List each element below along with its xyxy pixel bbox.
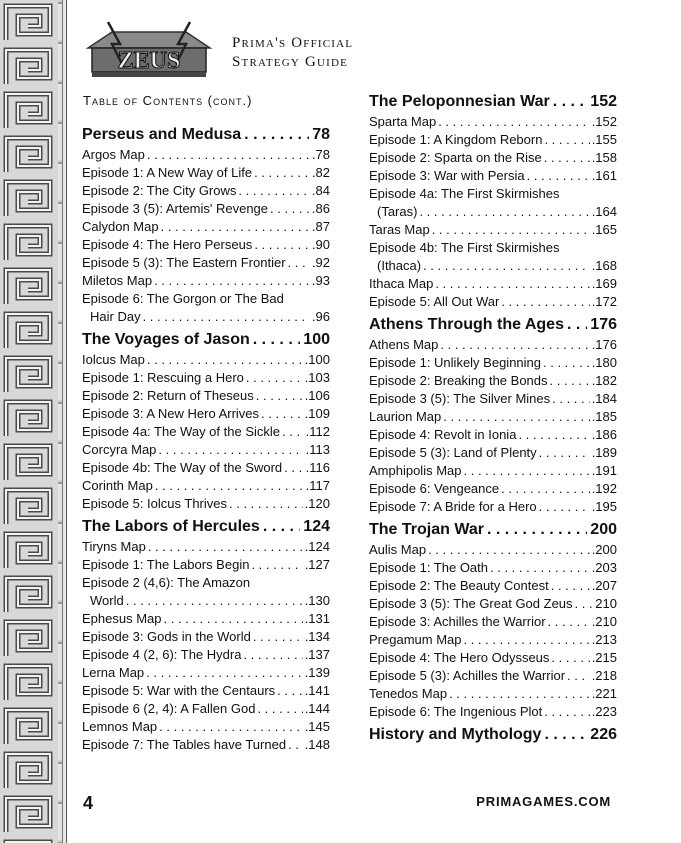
toc-entry [369, 408, 617, 426]
entry-page: .145 [304, 719, 330, 734]
section-title: The Voyages of Jason [82, 331, 250, 348]
toc-entry [369, 631, 617, 649]
toc-entry [369, 113, 617, 131]
entry-title: Pregamum Map [369, 632, 462, 647]
toc-entry [82, 477, 330, 495]
entry-title: Episode 2: Return of Theseus [82, 388, 254, 403]
entry-page: 210 [595, 596, 617, 611]
entry-page: .131 [304, 611, 330, 626]
entry-title: Episode 3 (5): The Silver Mines [369, 391, 551, 406]
greek-key-pattern-icon [0, 0, 62, 843]
entry-page: .189 [591, 445, 617, 460]
entry-title: Episode 2: Sparta on the Rise [369, 150, 542, 165]
leader-dots [443, 408, 589, 426]
toc-entry [369, 426, 617, 444]
leader-dots [501, 480, 590, 498]
toc-entry [369, 559, 617, 577]
entry-page: .168 [591, 258, 617, 273]
entry-page: .112 [305, 424, 330, 439]
section-title: History and Mythology [369, 726, 542, 743]
toc-entry [369, 462, 617, 480]
entry-page: .172 [591, 294, 617, 309]
entry-title: Episode 4: The Hero Odysseus [369, 650, 550, 665]
entry-title: Laurion Map [369, 409, 442, 424]
leader-dots [253, 628, 303, 646]
toc-entry [82, 351, 330, 369]
entry-page: .182 [591, 373, 617, 388]
leader-dots [419, 203, 589, 221]
leader-dots [539, 498, 590, 516]
entry-page: .116 [305, 460, 330, 475]
leader-dots [164, 610, 303, 628]
entry-title: Episode 5: All Out War [369, 294, 500, 309]
toc-entry [82, 592, 330, 610]
leader-dots [567, 667, 590, 685]
toc-entry [82, 164, 330, 182]
leader-dots [155, 477, 304, 495]
leader-dots [146, 664, 303, 682]
toc-entry [369, 203, 617, 221]
leader-dots [284, 459, 303, 477]
toc-entry [369, 498, 617, 516]
entry-title: Episode 1: The Oath [369, 560, 489, 575]
entry-title: Episode 5: Iolcus Thrives [82, 496, 227, 511]
entry-page: .195 [591, 499, 617, 514]
toc-entry [82, 700, 330, 718]
entry-page: .148 [304, 737, 330, 752]
section-page: 124 [303, 518, 330, 535]
entry-page: .78 [311, 147, 330, 162]
toc-entry [82, 736, 330, 754]
entry-title: Iolcus Map [82, 352, 145, 367]
leader-dots [544, 149, 590, 167]
leader-dots [463, 631, 589, 649]
toc-section-heading [82, 124, 330, 146]
leader-dots [257, 700, 302, 718]
toc-entry [369, 185, 617, 203]
entry-page: .93 [311, 273, 330, 288]
toc-entry [82, 646, 330, 664]
leader-dots [251, 556, 302, 574]
toc-entry [369, 480, 617, 498]
toc-section-heading [369, 724, 617, 746]
leader-dots [490, 559, 590, 577]
entry-page: .164 [591, 204, 617, 219]
border-edge [62, 0, 70, 843]
entry-page: .221 [591, 686, 617, 701]
entry-title: Episode 1: A Kingdom Reborn [369, 132, 543, 147]
entry-page: .155 [591, 132, 617, 147]
entry-title: Episode 4 (2, 6): The Hydra [82, 647, 242, 662]
entry-page: .165 [591, 222, 617, 237]
entry-page: .127 [304, 557, 330, 572]
section-title: Athens Through the Ages [369, 316, 564, 333]
entry-title: Episode 3: A New Hero Arrives [82, 406, 260, 421]
toc-entry [82, 254, 330, 272]
leader-dots [544, 724, 587, 746]
leader-dots [518, 426, 589, 444]
entry-title: Argos Map [82, 147, 145, 162]
toc-entry [82, 146, 330, 164]
toc-entry [369, 257, 617, 275]
toc-entry [82, 556, 330, 574]
entry-page: .203 [591, 560, 617, 575]
toc-entry [82, 538, 330, 556]
entry-page: .215 [591, 650, 617, 665]
section-page: 200 [590, 521, 617, 538]
entry-page: .103 [304, 370, 330, 385]
greek-key-border [0, 0, 62, 843]
leader-dots [428, 541, 590, 559]
entry-title: Episode 3 (5): The Great God Zeus [369, 596, 573, 611]
section-title: Perseus and Medusa [82, 126, 242, 143]
entry-page: .90 [311, 237, 330, 252]
toc-entry [369, 354, 617, 372]
leader-dots [148, 538, 303, 556]
entry-title: Corinth Map [82, 478, 153, 493]
entry-page: .117 [305, 478, 330, 493]
toc-entry [369, 293, 617, 311]
entry-page: .141 [304, 683, 330, 698]
toc-entry [82, 718, 330, 736]
leader-dots [539, 444, 590, 462]
toc-entry [82, 423, 330, 441]
toc-entry [369, 595, 617, 613]
zeus-logo [82, 14, 216, 80]
entry-title: Episode 5 (3): The Eastern Frontier [82, 255, 286, 270]
toc-entry [82, 441, 330, 459]
toc-entry [369, 667, 617, 685]
section-page: 100 [303, 331, 330, 348]
section-title: The Labors of Hercules [82, 518, 260, 535]
entry-title: Athens Map [369, 337, 439, 352]
entry-title: Episode 5 (3): Achilles the Warrior [369, 668, 566, 683]
toc-entry [369, 541, 617, 559]
entry-page: .180 [591, 355, 617, 370]
leader-dots [270, 200, 310, 218]
entry-page: .144 [304, 701, 330, 716]
leader-dots [246, 369, 303, 387]
entry-title: (Ithaca) [377, 258, 422, 273]
entry-title: Episode 1: The Labors Begin [82, 557, 250, 572]
leader-dots [544, 703, 589, 721]
leader-dots [553, 91, 588, 113]
entry-page: .87 [311, 219, 330, 234]
entry-title: Hair Day [90, 309, 141, 324]
entry-page: .158 [591, 150, 617, 165]
entry-page: .186 [591, 427, 617, 442]
toc-entry [369, 221, 617, 239]
leader-dots [158, 441, 303, 459]
entry-page: .200 [591, 542, 617, 557]
entry-title: Episode 5 (3): Land of Plenty [369, 445, 537, 460]
entry-page: .130 [304, 593, 330, 608]
toc-entry [369, 390, 617, 408]
leader-dots [548, 613, 590, 631]
entry-page: .84 [311, 183, 330, 198]
entry-title: Episode 6: The Gorgon or The Bad [82, 291, 284, 306]
toc-entry [82, 459, 330, 477]
entry-title: Episode 2: The Beauty Contest [369, 578, 549, 593]
entry-title: Episode 5: War with the Centaurs [82, 683, 276, 698]
toc-entry [82, 495, 330, 513]
entry-page: .161 [591, 168, 617, 183]
toc-entry [369, 703, 617, 721]
leader-dots [551, 577, 590, 595]
entry-page: .207 [591, 578, 617, 593]
entry-title: Miletos Map [82, 273, 153, 288]
leader-dots [256, 387, 303, 405]
entry-title: Episode 6: Vengeance [369, 481, 500, 496]
entry-page: .176 [591, 337, 617, 352]
entry-page: .139 [304, 665, 330, 680]
toc-entry [369, 685, 617, 703]
entry-page: .223 [591, 704, 617, 719]
entry-page: .124 [304, 539, 330, 554]
toc-section-heading [369, 91, 617, 113]
entry-title: Episode 2: The City Grows [82, 183, 237, 198]
section-page: 152 [590, 93, 617, 110]
entry-title: Episode 4: Revolt in Ionia [369, 427, 517, 442]
leader-dots [254, 236, 310, 254]
leader-dots [464, 462, 590, 480]
entry-page: .152 [591, 114, 617, 129]
toc-entry [369, 167, 617, 185]
leader-dots [567, 314, 587, 336]
entry-title: Episode 2: Breaking the Bonds [369, 373, 548, 388]
toc-entry [82, 236, 330, 254]
section-page: 226 [590, 726, 617, 743]
entry-title: Episode 1: Rescuing a Hero [82, 370, 244, 385]
leader-dots [449, 685, 590, 703]
section-page: 78 [312, 126, 330, 143]
guide-title-line1: Prima's Official [232, 35, 354, 51]
guide-title-line2: Strategy Guide [232, 54, 349, 70]
leader-dots [254, 164, 310, 182]
toc-section-heading [82, 329, 330, 351]
footer-website: PRIMAGAMES.COM [476, 794, 611, 809]
entry-page: .92 [311, 255, 330, 270]
leader-dots [440, 336, 589, 354]
entry-title: Lerna Map [82, 665, 145, 680]
leader-dots [288, 254, 310, 272]
entry-title: Episode 4b: The Way of the Sword [82, 460, 283, 475]
entry-title: Tenedos Map [369, 686, 448, 701]
entry-title: Episode 4a: The Way of the Sickle [82, 424, 280, 439]
toc-entry [369, 275, 617, 293]
toc-entry [82, 272, 330, 290]
entry-page: .184 [591, 391, 617, 406]
leader-dots [501, 293, 589, 311]
section-title: The Trojan War [369, 521, 484, 538]
page-number: 4 [83, 793, 94, 813]
entry-title: Episode 7: A Bride for a Hero [369, 499, 537, 514]
leader-dots [154, 272, 310, 290]
entry-page: .134 [304, 629, 330, 644]
entry-title: World [90, 593, 124, 608]
toc-entry [82, 290, 330, 308]
toc-entry [82, 308, 330, 326]
section-title: The Peloponnesian War [369, 93, 550, 110]
entry-title: Corcyra Map [82, 442, 157, 457]
leader-dots [229, 495, 303, 513]
entry-title: Episode 6 (2, 4): A Fallen God [82, 701, 256, 716]
entry-title: Episode 3: Achilles the Warrior [369, 614, 546, 629]
entry-title: Episode 1: Unlikely Beginning [369, 355, 541, 370]
leader-dots [253, 329, 301, 351]
entry-title: Episode 4a: The First Skirmishes [369, 186, 560, 201]
entry-page: .96 [311, 309, 330, 324]
leader-dots [126, 592, 303, 610]
section-page: 176 [590, 316, 617, 333]
entry-page: .113 [305, 442, 330, 457]
entry-title: Calydon Map [82, 219, 159, 234]
leader-dots [277, 682, 303, 700]
leader-dots [550, 372, 590, 390]
leader-dots [438, 113, 589, 131]
toc-entry [369, 577, 617, 595]
entry-title: Episode 2 (4,6): The Amazon [82, 575, 251, 590]
leader-dots [238, 182, 310, 200]
toc-section-heading [369, 519, 617, 541]
entry-title: Episode 7: The Tables have Turned [82, 737, 287, 752]
entry-page: .120 [304, 496, 330, 511]
toc-entry [82, 664, 330, 682]
leader-dots [261, 405, 303, 423]
leader-dots [551, 649, 589, 667]
leader-dots [544, 131, 589, 149]
entry-page: .106 [304, 388, 330, 403]
entry-title: Ithaca Map [369, 276, 434, 291]
entry-page: .82 [311, 165, 330, 180]
leader-dots [575, 595, 594, 613]
toc-entry [82, 200, 330, 218]
leader-dots [159, 718, 303, 736]
entry-page: .213 [591, 632, 617, 647]
toc-entry [369, 372, 617, 390]
toc-section-heading [82, 516, 330, 538]
leader-dots [147, 351, 303, 369]
leader-dots [147, 146, 310, 164]
leader-dots [423, 257, 590, 275]
toc-entry [82, 610, 330, 628]
leader-dots [432, 221, 590, 239]
entry-title: Episode 3: Gods in the World [82, 629, 251, 644]
toc-heading: Table of Contents (cont.) [83, 93, 253, 108]
leader-dots [552, 390, 590, 408]
toc-entry [82, 405, 330, 423]
leader-dots [543, 354, 590, 372]
entry-title: Episode 6: The Ingenious Plot [369, 704, 543, 719]
leader-dots [161, 218, 310, 236]
toc-entry [82, 182, 330, 200]
guide-title [232, 34, 353, 72]
entry-title: Amphipolis Map [369, 463, 462, 478]
toc-entry [82, 628, 330, 646]
entry-page: .100 [304, 352, 330, 367]
entry-title: Episode 1: A New Way of Life [82, 165, 253, 180]
toc-entry [369, 444, 617, 462]
entry-page: .185 [591, 409, 617, 424]
toc-entry [369, 149, 617, 167]
toc-entry [82, 682, 330, 700]
leader-dots [244, 124, 309, 146]
entry-title: Sparta Map [369, 114, 437, 129]
entry-title: Ephesus Map [82, 611, 162, 626]
leader-dots [243, 646, 302, 664]
leader-dots [288, 736, 303, 754]
toc-entry [369, 613, 617, 631]
toc-entry [82, 387, 330, 405]
toc-entry [82, 218, 330, 236]
entry-title: Episode 3: War with Persia [369, 168, 525, 183]
toc-entry [369, 131, 617, 149]
entry-title: Lemnos Map [82, 719, 158, 734]
entry-page: .210 [591, 614, 617, 629]
entry-title: Aulis Map [369, 542, 427, 557]
entry-page: .191 [591, 463, 617, 478]
entry-page: .218 [591, 668, 617, 683]
entry-title: Episode 3 (5): Artemis' Revenge [82, 201, 269, 216]
leader-dots [487, 519, 587, 541]
toc-entry [82, 574, 330, 592]
toc-entry [369, 336, 617, 354]
entry-title: (Taras) [377, 204, 418, 219]
leader-dots [263, 516, 300, 538]
logo-text: ZEUS [117, 48, 181, 74]
leader-dots [282, 423, 304, 441]
toc-section-heading [369, 314, 617, 336]
entry-title: Tiryns Map [82, 539, 146, 554]
entry-title: Episode 4: The Hero Perseus [82, 237, 253, 252]
leader-dots [527, 167, 590, 185]
entry-page: .192 [591, 481, 617, 496]
leader-dots [435, 275, 589, 293]
leader-dots [143, 308, 310, 326]
toc-entry [82, 369, 330, 387]
toc-entry [369, 649, 617, 667]
entry-page: .169 [591, 276, 617, 291]
entry-title: Taras Map [369, 222, 430, 237]
toc-entry [369, 239, 617, 257]
entry-page: .109 [304, 406, 330, 421]
entry-page: .137 [304, 647, 330, 662]
entry-title: Episode 4b: The First Skirmishes [369, 240, 560, 255]
entry-page: .86 [311, 201, 330, 216]
